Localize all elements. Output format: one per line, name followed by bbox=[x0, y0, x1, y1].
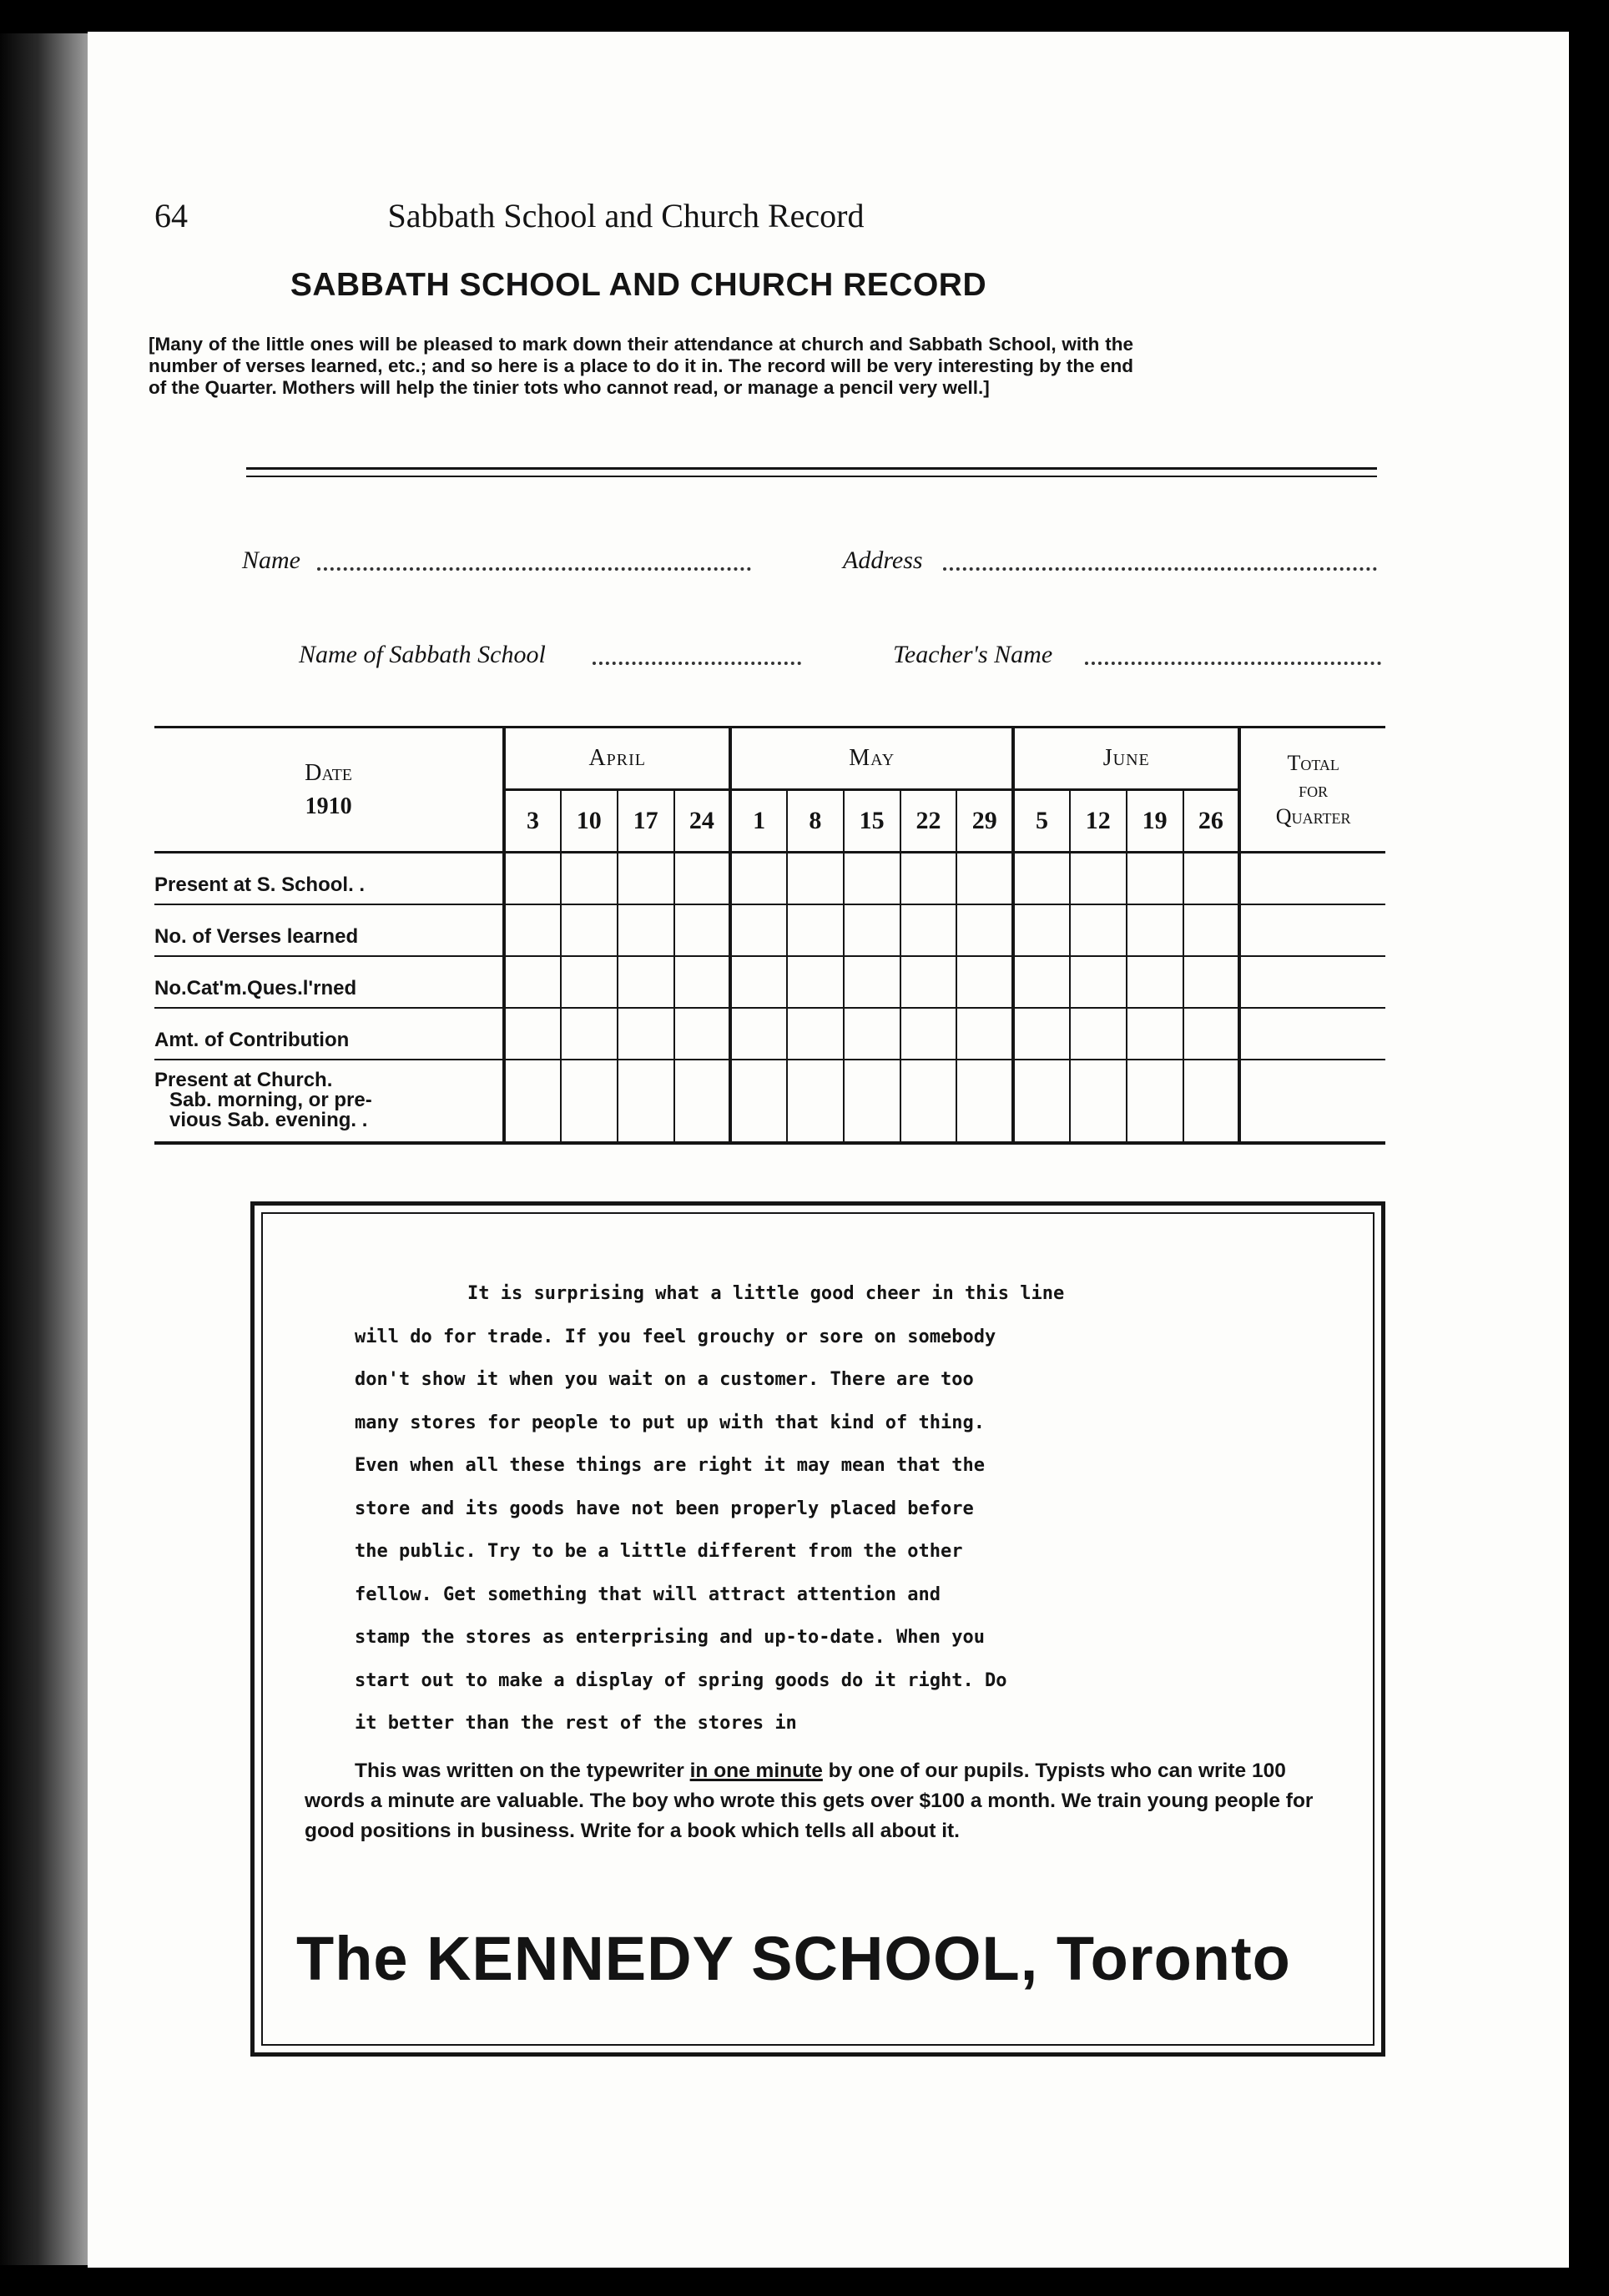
entry-cell[interactable] bbox=[1013, 853, 1070, 904]
day-header: 12 bbox=[1070, 790, 1127, 853]
entry-cell[interactable] bbox=[618, 956, 674, 1008]
entry-cell[interactable] bbox=[1183, 1060, 1240, 1143]
brand-name: The KENNEDY SCHOOL, Toronto bbox=[296, 1924, 1291, 1993]
entry-cell[interactable] bbox=[1127, 853, 1183, 904]
scan-bottom-border bbox=[0, 2265, 1609, 2296]
row-label-line: vious Sab. evening. . bbox=[169, 1109, 368, 1131]
entry-cell[interactable] bbox=[504, 904, 561, 956]
entry-cell[interactable] bbox=[561, 1008, 618, 1060]
entry-cell[interactable] bbox=[1183, 956, 1240, 1008]
total-quarter-label: Quarter bbox=[1275, 803, 1351, 828]
typed-line: the public. Try to be a little different from the other bbox=[355, 1541, 963, 1562]
month-may: May bbox=[730, 728, 1013, 790]
date-label: Date bbox=[305, 759, 353, 786]
running-title: Sabbath School and Church Record bbox=[387, 197, 865, 234]
entry-cell[interactable] bbox=[674, 956, 731, 1008]
entry-cell[interactable] bbox=[504, 853, 561, 904]
entry-cell[interactable] bbox=[844, 853, 900, 904]
row-label: No. of Verses learned bbox=[154, 904, 504, 956]
day-header: 8 bbox=[787, 790, 844, 853]
row-label-line: Present at Church. bbox=[154, 1069, 333, 1091]
total-header bbox=[1239, 728, 1385, 853]
entry-cell[interactable] bbox=[956, 1008, 1013, 1060]
month-april: April bbox=[504, 728, 730, 790]
school-field-label: Name of Sabbath School bbox=[299, 641, 546, 668]
entry-cell[interactable] bbox=[674, 904, 731, 956]
day-header: 3 bbox=[504, 790, 561, 853]
total-cell[interactable] bbox=[1239, 904, 1385, 956]
row-label-church bbox=[154, 1060, 504, 1143]
entry-cell[interactable] bbox=[1127, 956, 1183, 1008]
row-label-line: Sab. morning, or pre- bbox=[169, 1089, 372, 1111]
table-row bbox=[154, 853, 1385, 904]
entry-cell[interactable] bbox=[1127, 1008, 1183, 1060]
day-header: 15 bbox=[844, 790, 900, 853]
entry-cell[interactable] bbox=[1070, 904, 1127, 956]
day-header: 22 bbox=[900, 790, 957, 853]
row-label: Present at S. School. . bbox=[154, 853, 504, 904]
entry-cell[interactable] bbox=[561, 904, 618, 956]
entry-cell[interactable] bbox=[1070, 956, 1127, 1008]
entry-cell[interactable] bbox=[730, 1060, 787, 1143]
entry-cell[interactable] bbox=[844, 904, 900, 956]
entry-cell[interactable] bbox=[1070, 1008, 1127, 1060]
table-row bbox=[154, 1008, 1385, 1060]
day-header: 29 bbox=[956, 790, 1013, 853]
entry-cell[interactable] bbox=[674, 1008, 731, 1060]
day-header: 5 bbox=[1013, 790, 1070, 853]
entry-cell[interactable] bbox=[1070, 853, 1127, 904]
typed-line: Even when all these things are right it may mean that the bbox=[355, 1455, 985, 1476]
entry-cell[interactable] bbox=[1013, 956, 1070, 1008]
entry-cell[interactable] bbox=[1183, 1008, 1240, 1060]
entry-cell[interactable] bbox=[618, 1008, 674, 1060]
entry-cell[interactable] bbox=[787, 853, 844, 904]
table-row bbox=[154, 956, 1385, 1008]
address-field-label: Address bbox=[843, 546, 923, 574]
entry-cell[interactable] bbox=[674, 853, 731, 904]
entry-cell[interactable] bbox=[1013, 1008, 1070, 1060]
typed-line: It is surprising what a little good cheer in this line bbox=[467, 1283, 1065, 1304]
advertisement-claim bbox=[305, 1756, 1323, 1846]
total-cell[interactable] bbox=[1239, 956, 1385, 1008]
entry-cell[interactable] bbox=[618, 904, 674, 956]
total-cell[interactable] bbox=[1239, 853, 1385, 904]
table-row bbox=[154, 904, 1385, 956]
entry-cell[interactable] bbox=[504, 1060, 561, 1143]
entry-cell[interactable] bbox=[844, 1008, 900, 1060]
page-number: 64 bbox=[154, 197, 188, 234]
entry-cell[interactable] bbox=[730, 853, 787, 904]
entry-cell[interactable] bbox=[900, 1008, 957, 1060]
attendance-table bbox=[154, 726, 1385, 1145]
record-intro: [Many of the little ones will be pleased to mark down their attendance at church and Sabbath School, with the number of verses learned, etc.; and so here is a place to do it in. The record will be very interesting by the end of the Quarter. Mothers will help the tinier tots who cannot read, or manage a pencil very well.] bbox=[149, 334, 1133, 398]
claim-text: by one of our pupils. Typists who can write 100 words a minute are valuable. The boy who wrote this gets over $100 a month. We train young people for good positions in business. Write for a book which tells all about it. bbox=[305, 1760, 1314, 1842]
entry-cell[interactable] bbox=[787, 904, 844, 956]
name-field-line[interactable] bbox=[317, 567, 751, 571]
total-for-label: for bbox=[1299, 777, 1329, 802]
day-header: 10 bbox=[561, 790, 618, 853]
date-header bbox=[154, 728, 504, 853]
entry-cell[interactable] bbox=[504, 956, 561, 1008]
typed-line: store and its goods have not been properly placed before bbox=[355, 1498, 974, 1519]
entry-cell[interactable] bbox=[1127, 1060, 1183, 1143]
running-head bbox=[154, 196, 1097, 246]
divider-rule bbox=[246, 467, 1377, 470]
entry-cell[interactable] bbox=[844, 1060, 900, 1143]
name-field-label: Name bbox=[242, 546, 300, 574]
entry-cell[interactable] bbox=[844, 956, 900, 1008]
row-label: No.Cat'm.Ques.l'rned bbox=[154, 956, 504, 1008]
entry-cell[interactable] bbox=[956, 904, 1013, 956]
entry-cell[interactable] bbox=[787, 956, 844, 1008]
typed-line: fellow. Get something that will attract attention and bbox=[355, 1584, 941, 1605]
day-header: 26 bbox=[1183, 790, 1240, 853]
typed-line: start out to make a display of spring goods do it right. Do bbox=[355, 1669, 1007, 1691]
typed-line: will do for trade. If you feel grouchy or sore on somebody bbox=[355, 1326, 996, 1347]
entry-cell[interactable] bbox=[900, 1060, 957, 1143]
total-label: Total bbox=[1287, 750, 1339, 775]
entry-cell[interactable] bbox=[900, 904, 957, 956]
entry-cell[interactable] bbox=[956, 853, 1013, 904]
day-header: 24 bbox=[674, 790, 731, 853]
divider-rule bbox=[246, 476, 1377, 477]
entry-cell[interactable] bbox=[787, 1008, 844, 1060]
typewritten-sample bbox=[355, 1272, 1189, 1745]
entry-cell[interactable] bbox=[618, 853, 674, 904]
claim-emphasis: in one minute bbox=[689, 1760, 823, 1782]
teacher-field-line[interactable] bbox=[1085, 662, 1381, 665]
entry-cell[interactable] bbox=[561, 1060, 618, 1143]
entry-cell[interactable] bbox=[956, 956, 1013, 1008]
typed-line: stamp the stores as enterprising and up-to-date. When you bbox=[355, 1627, 985, 1648]
entry-cell[interactable] bbox=[900, 956, 957, 1008]
scan-top-border bbox=[0, 0, 1609, 33]
entry-cell[interactable] bbox=[561, 956, 618, 1008]
entry-cell[interactable] bbox=[1183, 904, 1240, 956]
entry-cell[interactable] bbox=[1127, 904, 1183, 956]
entry-cell[interactable] bbox=[730, 904, 787, 956]
total-cell[interactable] bbox=[1239, 1060, 1385, 1143]
typed-line: many stores for people to put up with that kind of thing. bbox=[355, 1412, 985, 1433]
entry-cell[interactable] bbox=[787, 1060, 844, 1143]
scan-right-border bbox=[1569, 0, 1609, 2296]
entry-cell[interactable] bbox=[730, 956, 787, 1008]
entry-cell[interactable] bbox=[900, 853, 957, 904]
row-label: Amt. of Contribution bbox=[154, 1008, 504, 1060]
entry-cell[interactable] bbox=[730, 1008, 787, 1060]
day-header: 1 bbox=[730, 790, 787, 853]
typed-line: don't show it when you wait on a customer. There are too bbox=[355, 1369, 974, 1390]
entry-cell[interactable] bbox=[1070, 1060, 1127, 1143]
total-cell[interactable] bbox=[1239, 1008, 1385, 1060]
entry-cell[interactable] bbox=[618, 1060, 674, 1143]
year-label: 1910 bbox=[305, 793, 352, 819]
day-header: 17 bbox=[618, 790, 674, 853]
typed-line: it better than the rest of the stores in bbox=[355, 1713, 797, 1734]
advertisement bbox=[250, 1201, 1385, 2057]
school-field-line[interactable] bbox=[593, 662, 801, 665]
entry-cell[interactable] bbox=[1013, 1060, 1070, 1143]
day-header: 19 bbox=[1127, 790, 1183, 853]
entry-cell[interactable] bbox=[674, 1060, 731, 1143]
entry-cell[interactable] bbox=[561, 853, 618, 904]
claim-text: This was written on the typewriter bbox=[355, 1760, 690, 1782]
entry-cell[interactable] bbox=[1013, 904, 1070, 956]
entry-cell[interactable] bbox=[956, 1060, 1013, 1143]
teacher-field-label: Teacher's Name bbox=[893, 641, 1053, 668]
entry-cell[interactable] bbox=[504, 1008, 561, 1060]
entry-cell[interactable] bbox=[1183, 853, 1240, 904]
record-title: SABBATH SCHOOL AND CHURCH RECORD bbox=[290, 267, 987, 303]
address-field-line[interactable] bbox=[943, 567, 1377, 571]
table-row bbox=[154, 1060, 1385, 1143]
month-june: June bbox=[1013, 728, 1239, 790]
